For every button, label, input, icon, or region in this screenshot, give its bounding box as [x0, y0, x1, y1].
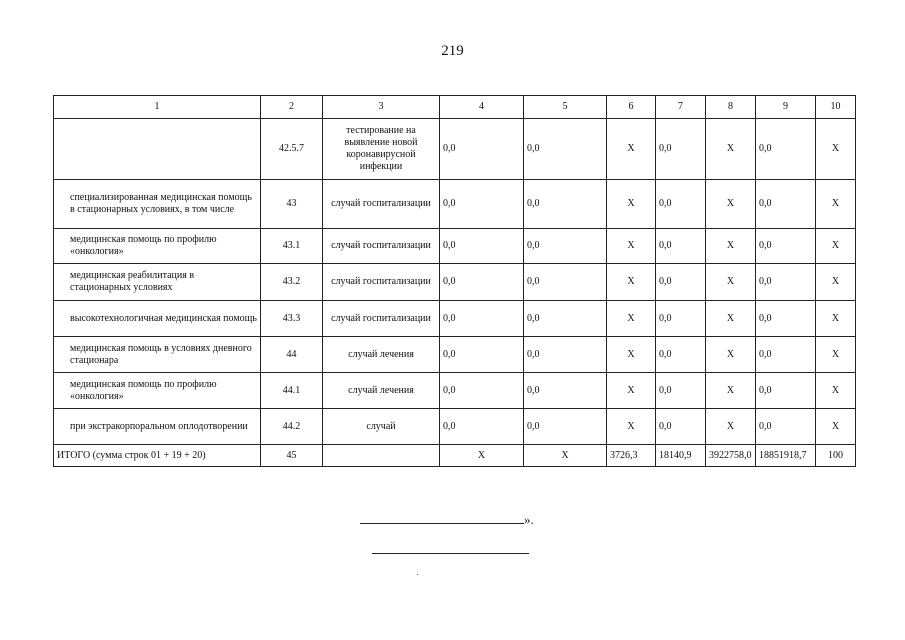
row-value-cell: X [607, 119, 656, 180]
row-unit-cell: случай [323, 409, 440, 445]
table-row [54, 229, 856, 264]
row-value-cell: X [607, 180, 656, 229]
header-cell: 1 [54, 96, 261, 119]
row-name-text: при экстракорпоральном оплодотворении [70, 420, 248, 432]
speck [417, 574, 418, 575]
row-value-cell: 100 [816, 445, 856, 467]
row-code-cell: 43 [261, 180, 323, 229]
row-value-cell: 0,0 [656, 301, 706, 337]
row-value-cell: 0,0 [656, 229, 706, 264]
row-value-cell: 18851918,7 [756, 445, 816, 467]
row-unit-cell: тестирование на выявление новой коронавирусной инфекции [323, 119, 440, 180]
row-value-cell: X [607, 337, 656, 373]
row-value-cell: 0,0 [756, 373, 816, 409]
row-value-cell: 0,0 [524, 373, 607, 409]
table-row [54, 337, 856, 373]
table-row [54, 301, 856, 337]
row-value-cell: 0,0 [440, 264, 524, 301]
header-cell: 2 [261, 96, 323, 119]
row-value-cell: 0,0 [524, 229, 607, 264]
row-value-cell: 0,0 [656, 409, 706, 445]
row-value-cell: 0,0 [524, 180, 607, 229]
row-value-cell: 0,0 [756, 301, 816, 337]
row-name-cell [54, 409, 261, 445]
row-value-cell: X [607, 264, 656, 301]
row-name-cell: ИТОГО (сумма строк 01 + 19 + 20) [54, 445, 261, 467]
header-cell: 3 [323, 96, 440, 119]
row-value-cell: 0,0 [756, 409, 816, 445]
row-code-cell: 43.1 [261, 229, 323, 264]
row-name-text: медицинская помощь по профилю «онкология» [70, 234, 217, 257]
row-value-cell: 0,0 [656, 119, 706, 180]
row-unit-cell: случай госпитализации [323, 301, 440, 337]
row-value-cell: X [816, 119, 856, 180]
row-value-cell: 0,0 [656, 264, 706, 301]
row-value-cell: 0,0 [656, 180, 706, 229]
row-name-text: медицинская помощь в условиях дневного стационара [70, 342, 252, 366]
header-cell: 7 [656, 96, 706, 119]
row-value-cell: 0,0 [524, 264, 607, 301]
closing-line [360, 512, 534, 528]
row-name-cell [54, 229, 261, 264]
row-name-text: специализированная медицинская помощь в стационарных условиях, в том числе [70, 192, 252, 215]
row-value-cell: 0,0 [440, 229, 524, 264]
row-value-cell: 0,0 [440, 119, 524, 180]
header-cell: 10 [816, 96, 856, 119]
row-unit-cell: случай госпитализации [323, 180, 440, 229]
row-value-cell: X [706, 337, 756, 373]
row-name-cell [54, 119, 261, 180]
row-unit-cell: случай лечения [323, 337, 440, 373]
row-code-cell: 43.3 [261, 301, 323, 337]
row-code-cell: 45 [261, 445, 323, 467]
row-value-cell: X [706, 119, 756, 180]
row-value-cell: X [607, 409, 656, 445]
total-row [54, 445, 856, 467]
table-row [54, 409, 856, 445]
table-row [54, 264, 856, 301]
row-unit-cell [323, 445, 440, 467]
row-unit-cell: случай лечения [323, 373, 440, 409]
row-value-cell: X [816, 180, 856, 229]
header-cell: 4 [440, 96, 524, 119]
row-value-cell: 0,0 [656, 337, 706, 373]
row-unit-cell: случай госпитализации [323, 229, 440, 264]
row-value-cell: 0,0 [524, 409, 607, 445]
row-value-cell: X [706, 373, 756, 409]
row-value-cell: 0,0 [440, 301, 524, 337]
row-value-cell: X [816, 409, 856, 445]
row-value-cell: 0,0 [756, 119, 816, 180]
row-value-cell: X [607, 229, 656, 264]
row-value-cell: X [524, 445, 607, 467]
header-row [54, 96, 856, 119]
row-code-cell: 42.5.7 [261, 119, 323, 180]
row-code-cell: 44.1 [261, 373, 323, 409]
page-number: 219 [441, 43, 464, 59]
signature-line [372, 553, 529, 554]
row-value-cell: 0,0 [524, 337, 607, 373]
row-value-cell: X [706, 301, 756, 337]
row-value-cell: 0,0 [524, 119, 607, 180]
row-value-cell: X [706, 409, 756, 445]
blank-line [360, 513, 524, 524]
row-value-cell: 0,0 [756, 229, 816, 264]
row-value-cell: 0,0 [440, 180, 524, 229]
row-value-cell: X [816, 301, 856, 337]
header-cell: 5 [524, 96, 607, 119]
row-name-text: высокотехнологичная медицинская помощь [70, 312, 257, 324]
row-value-cell: 0,0 [756, 337, 816, 373]
row-value-cell: 0,0 [440, 409, 524, 445]
closing-quote: ». [524, 512, 534, 527]
row-code-cell: 44.2 [261, 409, 323, 445]
row-value-cell: X [706, 180, 756, 229]
row-value-cell: X [440, 445, 524, 467]
header-cell: 9 [756, 96, 816, 119]
row-name-text: медицинская помощь по профилю «онкология» [70, 378, 217, 402]
data-table [53, 95, 856, 467]
table-row [54, 119, 856, 180]
row-name-cell [54, 373, 261, 409]
row-code-cell: 44 [261, 337, 323, 373]
row-value-cell: 0,0 [440, 337, 524, 373]
row-value-cell: X [816, 229, 856, 264]
row-name-cell [54, 337, 261, 373]
row-unit-cell: случай госпитализации [323, 264, 440, 301]
row-name-cell [54, 264, 261, 301]
row-value-cell: 0,0 [524, 301, 607, 337]
row-value-cell: 18140,9 [656, 445, 706, 467]
row-value-cell: 0,0 [440, 373, 524, 409]
row-value-cell: 0,0 [656, 373, 706, 409]
row-value-cell: X [706, 229, 756, 264]
table-row [54, 180, 856, 229]
row-value-cell: 0,0 [756, 180, 816, 229]
row-value-cell: 3726,3 [607, 445, 656, 467]
row-value-cell: X [607, 373, 656, 409]
row-name-text: медицинская реабилитация в стационарных условиях [70, 270, 195, 293]
row-value-cell: X [816, 337, 856, 373]
row-value-cell: X [816, 373, 856, 409]
row-value-cell: 0,0 [756, 264, 816, 301]
header-cell: 6 [607, 96, 656, 119]
row-code-cell: 43.2 [261, 264, 323, 301]
row-name-cell [54, 180, 261, 229]
row-value-cell: 3922758,0 [706, 445, 756, 467]
row-value-cell: X [706, 264, 756, 301]
row-value-cell: X [607, 301, 656, 337]
row-value-cell: X [816, 264, 856, 301]
table-row [54, 373, 856, 409]
row-name-cell [54, 301, 261, 337]
header-cell: 8 [706, 96, 756, 119]
